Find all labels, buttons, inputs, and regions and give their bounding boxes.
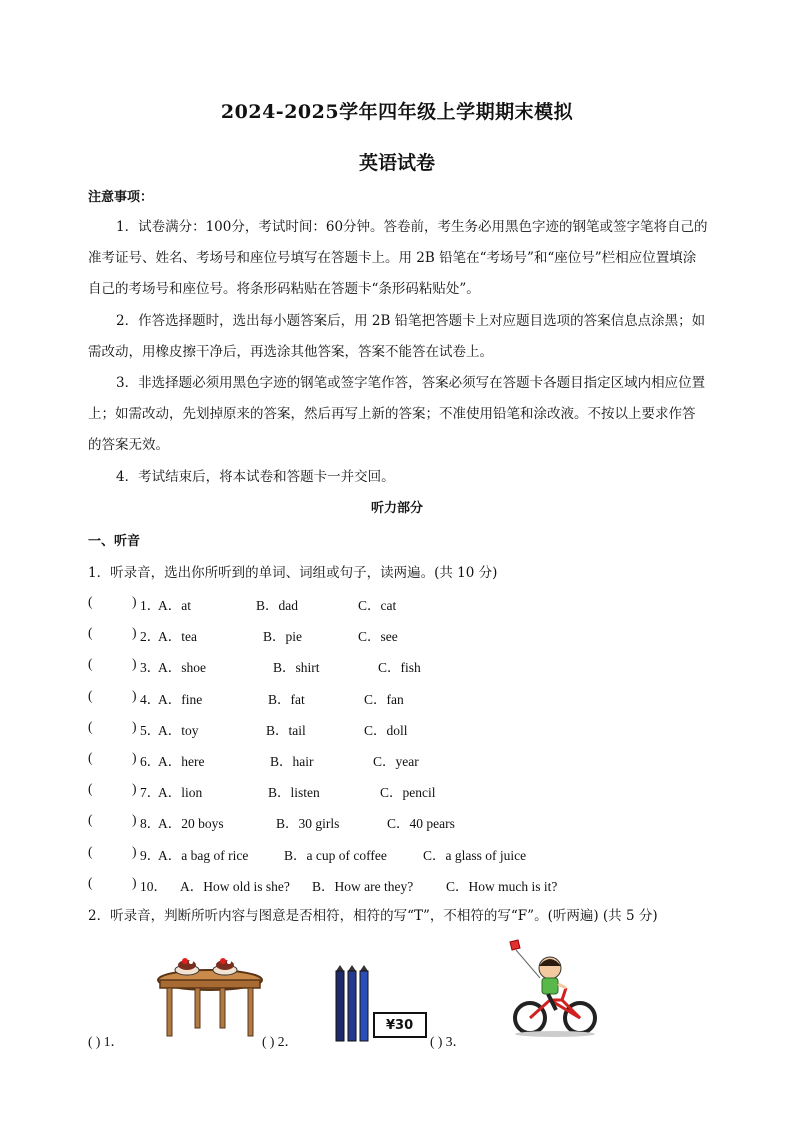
option-c: C．How much is it?: [446, 879, 558, 894]
item-number: 4．: [140, 692, 161, 707]
exam-subtitle: 英语试卷: [358, 152, 435, 174]
option-b: B．dad: [256, 598, 298, 613]
option-a: A．here: [158, 754, 205, 769]
answer-blank-close: ): [132, 719, 137, 734]
item-number: 1．: [140, 598, 161, 613]
option-b: B．a cup of coffee: [284, 848, 387, 863]
answer-blank-close: ): [132, 875, 137, 890]
answer-blank-close: ): [132, 750, 137, 765]
option-c: C．a glass of juice: [423, 848, 527, 863]
exam-title: 2024-2025学年四年级上学期期末模拟: [220, 101, 574, 123]
item-number: 6．: [140, 754, 161, 769]
item-number: 7．: [140, 785, 161, 800]
option-a: A．shoe: [158, 660, 206, 675]
answer-blank-open: (: [88, 750, 93, 765]
answer-blank-open: (: [88, 781, 93, 796]
question-1-prompt: 1．听录音，选出你所听到的单词、词组或句子，读两遍。(共 10 分): [88, 565, 498, 581]
option-a: A．tea: [158, 629, 197, 644]
answer-blank-open: (: [88, 688, 93, 703]
option-a: A．a bag of rice: [158, 848, 249, 863]
part-title: 一、听音: [88, 534, 141, 549]
item-number: 8．: [140, 816, 161, 831]
boy-riding-bike-picture: [500, 938, 605, 1038]
notice-item-4: 4．考试结束后，将本试卷和答题卡一并交回。: [116, 469, 395, 485]
option-c: C．cat: [358, 598, 397, 613]
option-c: C．fan: [364, 692, 404, 707]
option-c: C．year: [373, 754, 419, 769]
question-2-item-3-label: ( ) 3．: [430, 1034, 466, 1049]
answer-blank-close: ): [132, 844, 137, 859]
answer-blank-close: ): [132, 656, 137, 671]
option-b: B．fat: [268, 692, 305, 707]
item-number: 2．: [140, 629, 161, 644]
option-c: C．40 pears: [387, 816, 455, 831]
answer-blank-close: ): [132, 688, 137, 703]
option-c: C．pencil: [380, 785, 436, 800]
answer-blank-close: ): [132, 625, 137, 640]
item-number: 9．: [140, 848, 161, 863]
question-2-item-1-label: ( ) 1．: [88, 1034, 124, 1049]
answer-blank-close: ): [132, 594, 137, 609]
pencils-price-tag-picture: [330, 965, 430, 1043]
option-a: A．How old is she?: [180, 879, 290, 894]
item-number: 10．: [140, 879, 167, 894]
option-a: A．at: [158, 598, 191, 613]
answer-blank-open: (: [88, 844, 93, 859]
table-with-cakes-picture: [155, 950, 265, 1040]
notice-item-1: 1．试卷满分：100分，考试时间：60分钟。答卷前，考生务必用黑色字迹的钢笔或签字笔将自己的准考证号、姓名、考场号和座位号填写在答题卡上。用 2B 铅笔在“考场号”和“座位号”栏相应位置填涂自己的考场号和座位号。将条形码粘贴在答题卡“条形码粘贴处”。: [88, 219, 708, 297]
option-b: B．shirt: [273, 660, 320, 675]
option-b: B．pie: [263, 629, 302, 644]
answer-blank-close: ): [132, 812, 137, 827]
notice-item-3: 3．非选择题必须用黑色字迹的钢笔或签字笔作答，答案必须写在答题卡各题目指定区域内相应位置上；如需改动，先划掉原来的答案，然后再写上新的答案；不准使用铅笔和涂改液。不按以上要求作答的答案无效。: [88, 375, 706, 453]
item-number: 3．: [140, 660, 161, 675]
option-c: C．fish: [378, 660, 421, 675]
option-a: A．toy: [158, 723, 199, 738]
answer-blank-open: (: [88, 656, 93, 671]
option-c: C．doll: [364, 723, 408, 738]
notice-item-2: 2．作答选择题时，选出每小题答案后，用 2B 铅笔把答题卡上对应题目选项的答案信息点涂黑；如需改动，用橡皮擦干净后，再选涂其他答案，答案不能答在试卷上。: [88, 313, 706, 360]
option-a: A．lion: [158, 785, 203, 800]
answer-blank-open: (: [88, 719, 93, 734]
option-b: B．hair: [270, 754, 314, 769]
answer-blank-open: (: [88, 812, 93, 827]
item-number: 5．: [140, 723, 161, 738]
price-tag-text: ¥30: [386, 1018, 414, 1033]
option-a: A．fine: [158, 692, 203, 707]
section-title: 听力部分: [370, 501, 423, 516]
answer-blank-open: (: [88, 625, 93, 640]
option-b: B．listen: [268, 785, 320, 800]
answer-blank-close: ): [132, 781, 137, 796]
question-2-prompt: 2．听录音，判断所听内容与图意是否相符，相符的写“T”，不相符的写“F”。(听两遍) (共 5 分): [88, 908, 658, 924]
answer-blank-open: (: [88, 875, 93, 890]
option-c: C．see: [358, 629, 398, 644]
question-2-item-2-label: ( ) 2．: [262, 1034, 298, 1049]
notice-heading: 注意事项：: [88, 190, 154, 205]
option-b: B．How are they?: [312, 879, 414, 894]
answer-blank-open: (: [88, 594, 93, 609]
option-b: B．30 girls: [276, 816, 340, 831]
option-b: B．tail: [266, 723, 306, 738]
option-a: A．20 boys: [158, 816, 224, 831]
